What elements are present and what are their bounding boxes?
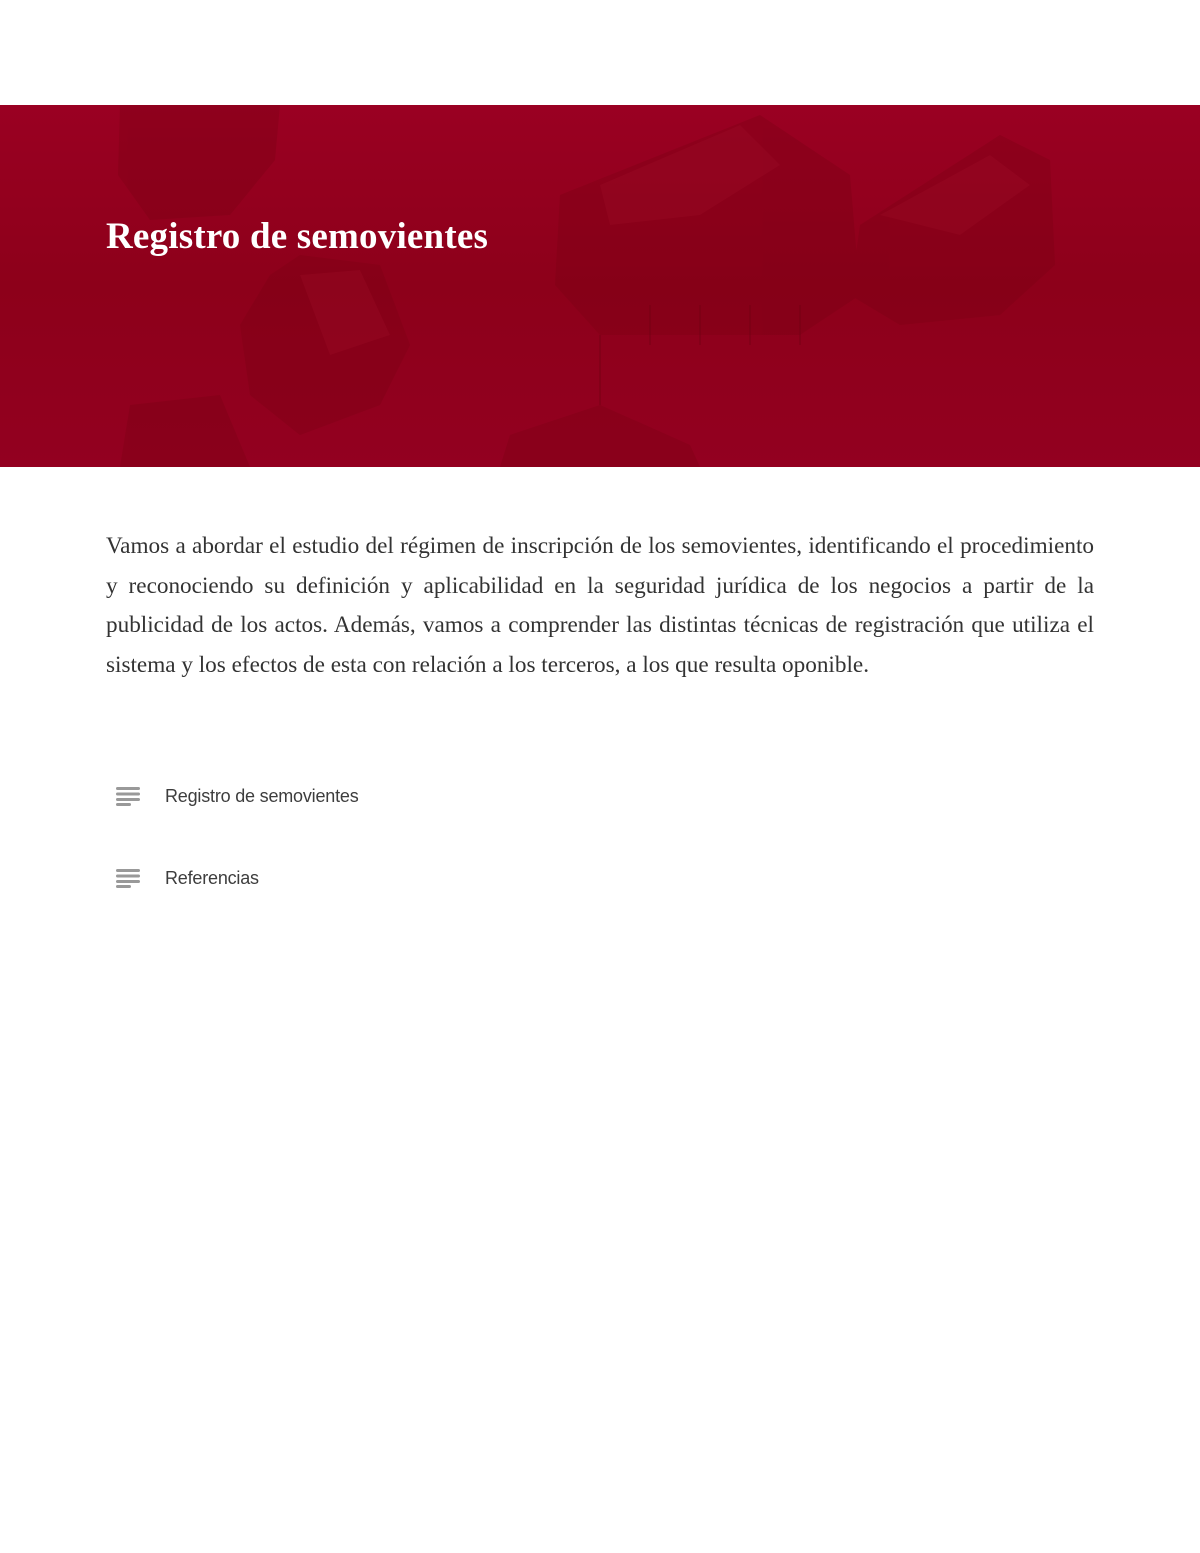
lesson-list (114, 776, 359, 940)
hero-background-image (0, 105, 1200, 467)
hero-banner (0, 105, 1200, 467)
text-lines-icon (114, 786, 140, 806)
lesson-item-registro[interactable] (114, 776, 359, 816)
page-title: Registro de semovientes (106, 216, 489, 257)
intro-paragraph: Vamos a abordar el estudio del régimen de inscripción de los semovientes, identificando el procedimiento y reconociendo su definición y aplicabilidad en la seguridad jurídica de los negocios a partir de la publicidad de los actos. Además, vamos a comprender las distintas técnicas de registración que utiliza el sistema y los efectos de esta con relación a los terceros, a los que resulta oponible. (106, 533, 1094, 678)
lesson-item-referencias[interactable] (114, 858, 359, 898)
lesson-item-label: Registro de semovientes (165, 785, 359, 806)
text-lines-icon (114, 868, 140, 888)
lesson-item-label: Referencias (165, 867, 259, 888)
